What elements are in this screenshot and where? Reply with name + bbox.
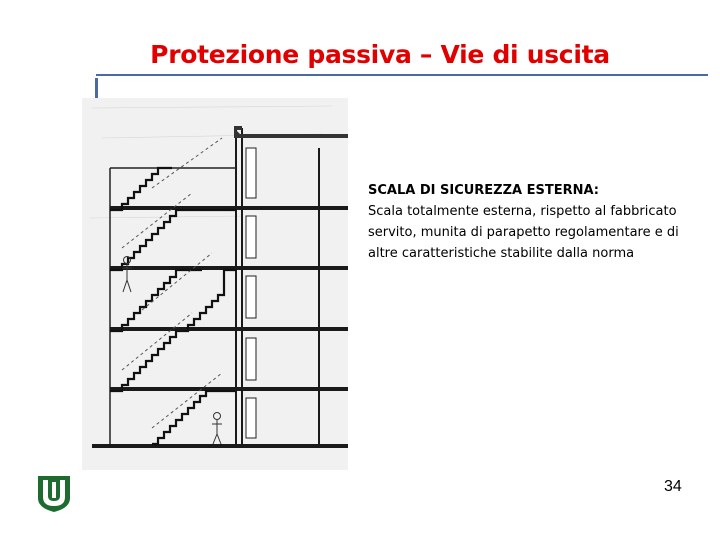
title-rule-horizontal xyxy=(96,74,708,76)
page-number: 34 xyxy=(664,478,682,495)
description-heading: SCALA DI SICUREZZA ESTERNA: xyxy=(368,183,599,198)
slide-title: Protezione passiva – Vie di uscita xyxy=(150,40,610,69)
description-text: Scala totalmente esterna, rispetto al fabbricato servito, munita di parapetto regolamentare e di altre caratteristiche stabilite dalla norma xyxy=(368,204,679,261)
university-logo xyxy=(33,474,75,526)
title-rule-vertical xyxy=(95,78,98,98)
university-shield-icon xyxy=(33,474,75,514)
description-block xyxy=(368,180,688,264)
staircase-section-drawing xyxy=(82,98,348,470)
